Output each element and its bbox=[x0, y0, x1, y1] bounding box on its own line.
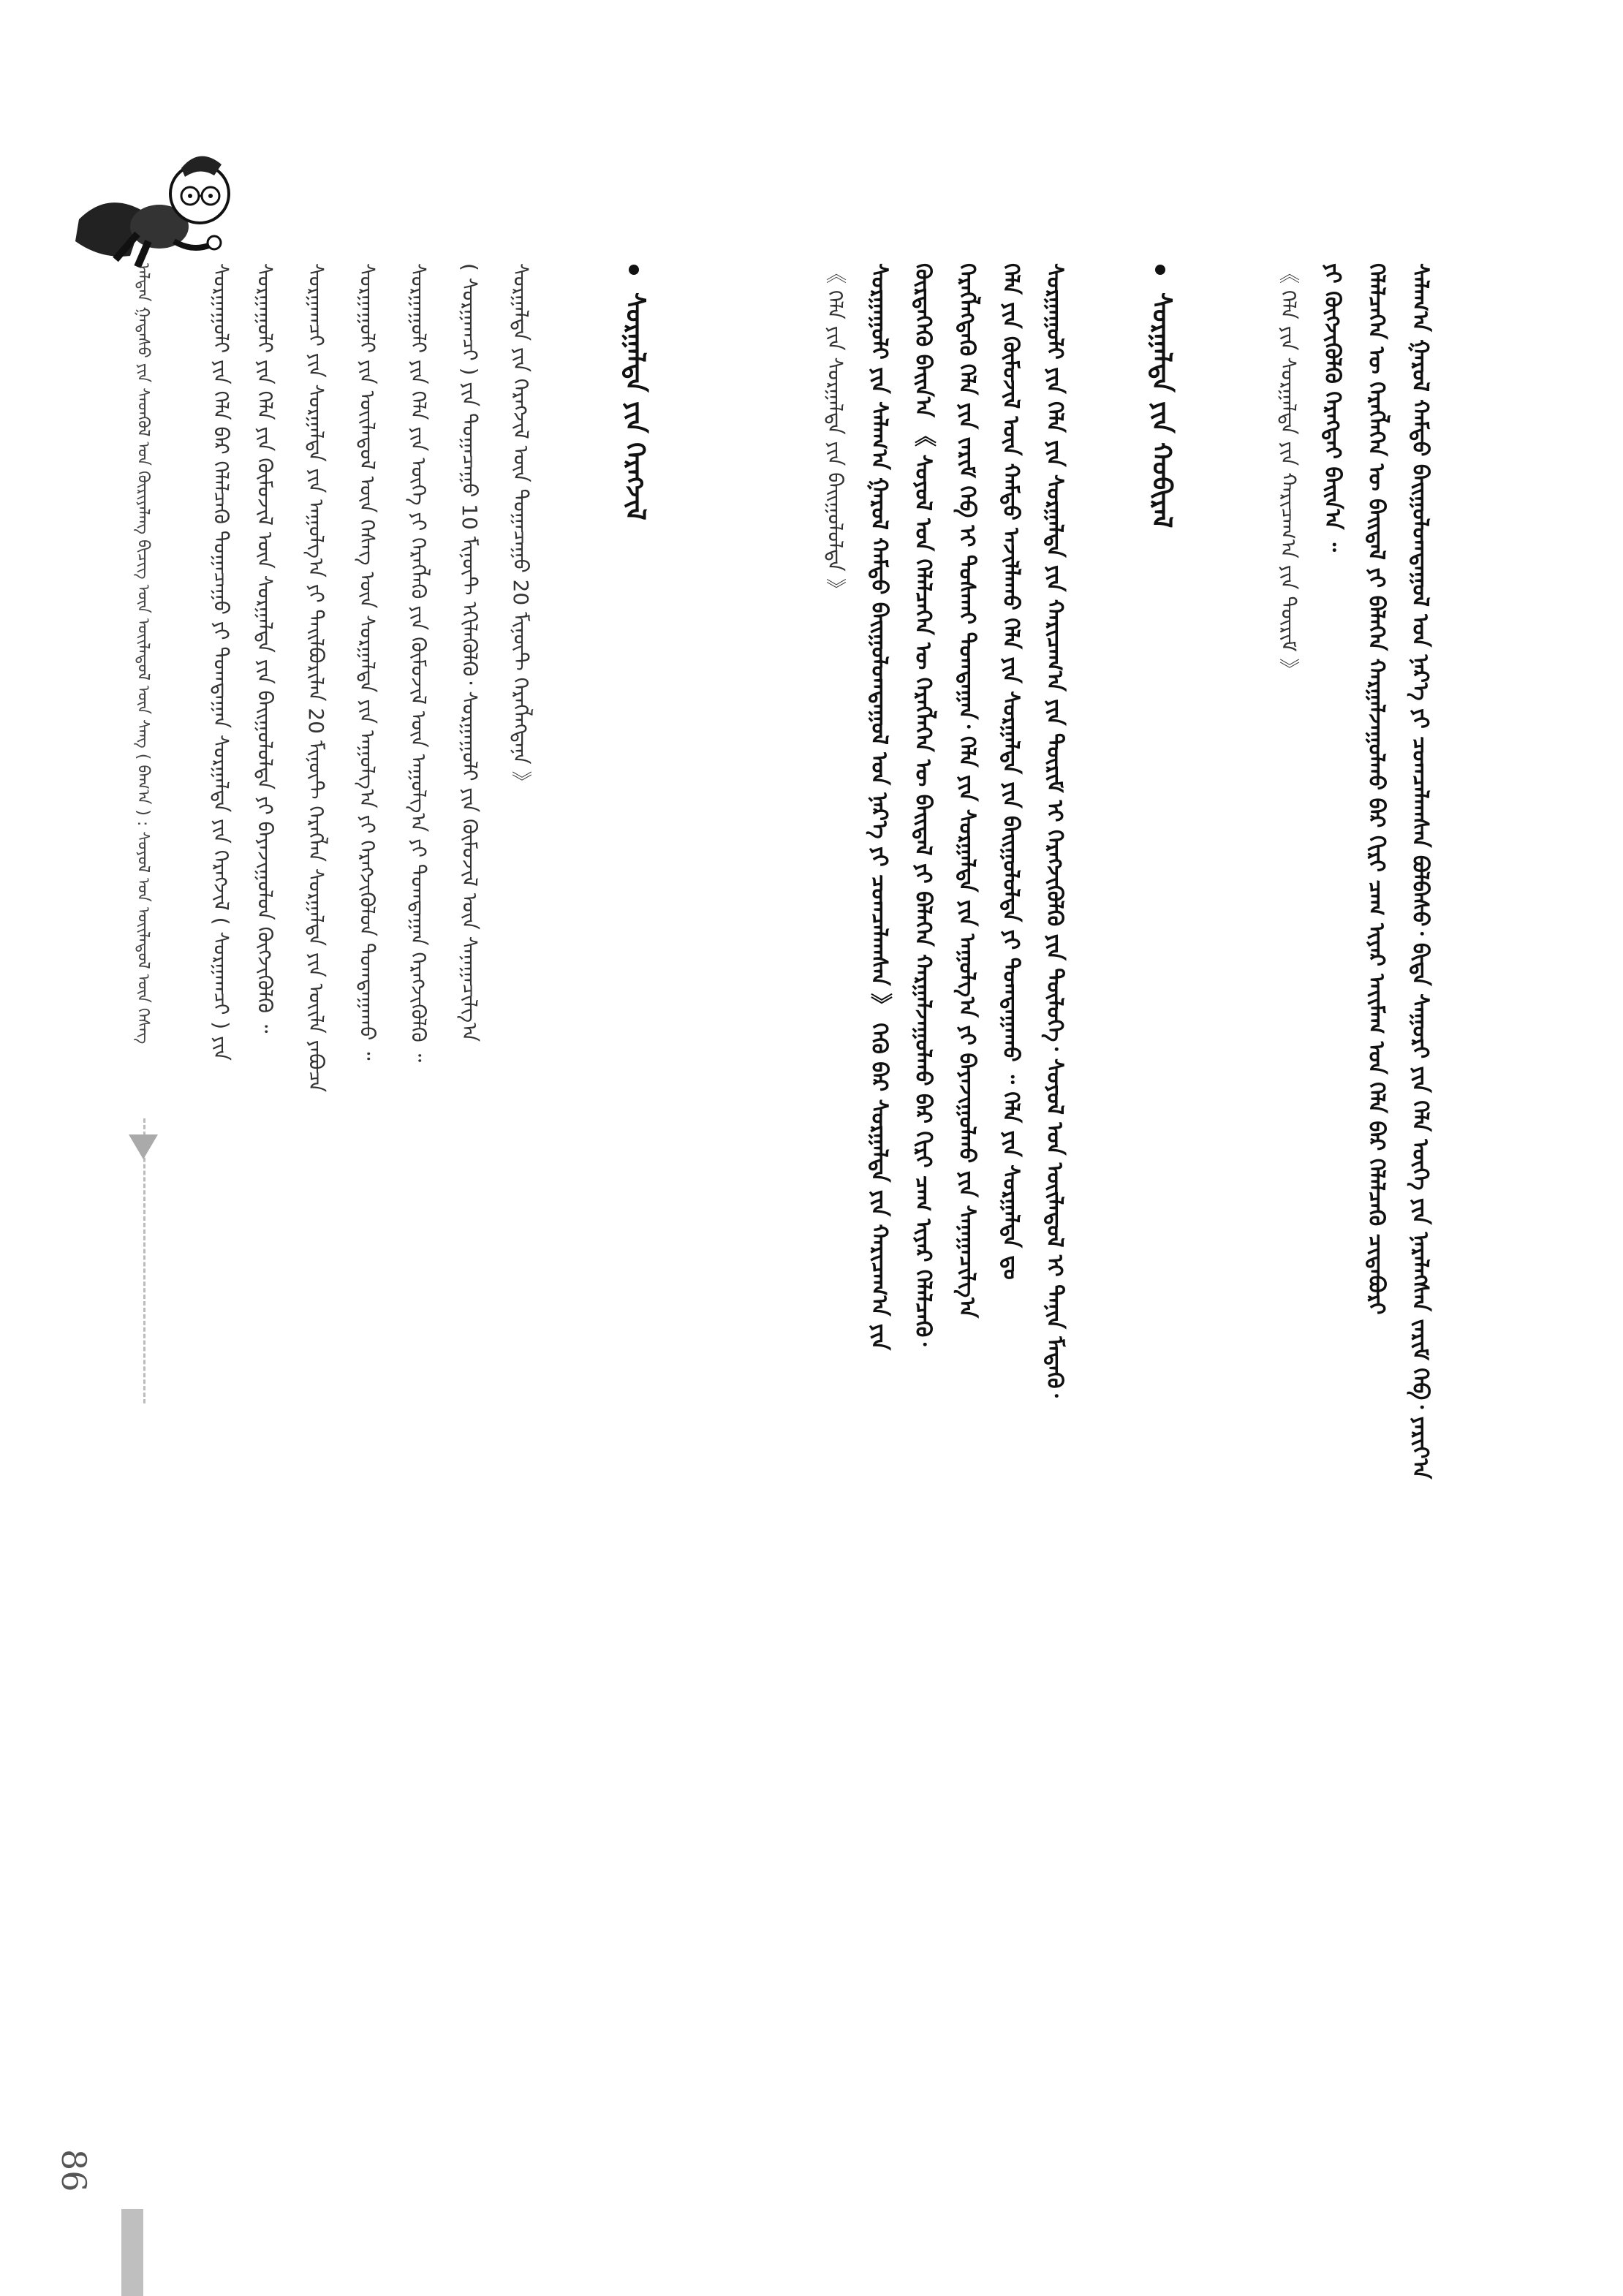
body-line: ᠰᠤᠷᠭᠠᠭᠤᠯᠢ ᠶᠢᠨ ᠦᠢᠯᠡᠳᠦᠯ ᠦᠨ ᠬᠡᠰᠡᠭ ᠦᠨ ᠰᠤᠷᠭᠠᠯᠲᠠ ᠶᠢᠨ ᠠᠭᠤᠯᠭ᠎ᠠ ᠶᠢ ᠬᠡᠷᠡᠭᠵᠢᠭᠦᠯᠦᠨ ᠲᠣᠭᠲᠠᠭᠠᠬᠤ ᠃ bbox=[355, 263, 379, 1061]
body-line: ᠬᠡᠯᠡ ᠶᠢᠨ ᠬᠦᠮᠦᠵᠢᠯ ᠦᠨ ᠬᠠᠮᠲᠤ ᠠᠵᠢᠯᠯᠠᠬᠤ ᠬᠡᠯᠡ ᠶᠢᠨ ᠰᠤᠷᠭᠠᠯᠲᠠ ᠶᠢᠨ ᠪᠠᠢᠭᠤᠯᠤᠯᠲᠠ ᠶᠢ ᠲᠣᠭᠲᠠᠭᠠᠬᠤ ᠃ ᠬᠡᠯᠡ ᠶᠢᠨ ᠰᠤᠷᠭᠠᠯᠲᠠ ᠳᠤ bbox=[998, 263, 1024, 1280]
section-heading: ᠰᠤᠷᠭᠠᠯᠲᠠ ᠶᠢᠨ ᠬᠡᠷᠡᠭᠵᠢᠯ bbox=[620, 292, 650, 520]
body-line: ᠬᠡᠷᠡᠭᠯᠡᠭᠳᠡᠬᠦ ᠬᠡᠯᠡ ᠶᠢᠨ ᠵᠠᠷᠢᠮ ᠬᠡᠪ ᠢ ᠲᠤᠰᠬᠠᠢ ᠲᠣᠭᠲᠠᠭᠠᠨ᠂ ᠬᠡᠯᠡ ᠶᠢᠨ ᠰᠤᠷᠭᠠᠯᠲᠠ ᠶᠢᠨ ᠠᠭᠤᠯᠭ᠎ᠠ ᠶᠢ ᠪᠠᠶᠠᠵᠢᠭᠤᠯᠬᠤ ᠶᠢᠨ ᠰᠠᠨᠠᠭᠠᠴᠢᠯᠭ᠎ᠠ bbox=[954, 263, 980, 1319]
running-header-text: ᠠᠯᠲᠠᠨ ᠭᠠᠳᠠᠰᠤ ᠶᠢᠨ ᠰᠡᠳᠬᠦᠯ ᠤᠨ ᠬᠦᠷᠢᠶᠡᠯᠡᠩ ᠪᠢᠴᠢᠭ ᠦᠨ ᠦᠢᠯᠡᠳᠦᠯ ᠦᠨ ᠰᠠᠩ ( ᠪᠠᠭ᠎ᠠ ) : ᠰᠣᠶᠣᠯ ᠤᠨ ᠦᠢᠯᠡᠳᠦᠯ ᠦᠨ ᠬᠡᠰᠡᠭ bbox=[134, 263, 152, 1045]
body-line: ᠰᠤᠷᠭᠠᠭᠤᠯᠢ ᠶᠢᠨ ᠬᠡᠯᠡ ᠶᠢᠨ ᠦᠭᠡ ᠶᠢ ᠬᠡᠷᠡᠭᠯᠡᠬᠦ ᠶᠢᠨ ᠬᠦᠮᠦᠵᠢᠯ ᠦᠨ ᠠᠭᠤᠯᠭ᠎ᠠ ᠶᠢ ᠲᠣᠭᠲᠠᠭᠠᠨ ᠬᠡᠷᠡᠭᠵᠢᠭᠦᠯᠬᠦ ᠃ bbox=[406, 263, 431, 1063]
bullet-icon bbox=[629, 265, 639, 275]
body-line: ᠶᠢ ᠬᠦᠭᠵᠢᠭᠦᠯᠬᠦ ᠬᠡᠷᠡᠭᠲᠡᠢ ᠪᠠᠢᠨ᠎ᠠ ᠃ bbox=[1320, 263, 1345, 552]
body-line: ᠰᠤᠷᠭᠠᠭᠴᠢ ᠶᠢᠨ ᠰᠤᠷᠭᠠᠯᠲᠠ ᠶᠢᠨ ᠠᠭᠤᠯᠭ᠎ᠠ ᠶᠢ ᠲᠠᠢᠯᠪᠤᠷᠢᠯᠠᠨ 20 ᠮᠢᠨᠦ᠋ᠲ ᠬᠡᠷᠡᠭᠯᠡᠨ ᠰᠤᠷᠭᠠᠯᠲᠠ ᠶᠢᠨ ᠦᠢᠯᠡ ᠶᠠᠪᠤᠴᠠ bbox=[304, 263, 328, 1093]
header-arrow-icon bbox=[129, 1134, 158, 1159]
body-line: ᠰᠠᠯᠠᠭ᠎ᠠ ᠭᠠᠷᠤᠯ ᠬᠠᠮᠲᠤ ᠪᠠᠢᠭᠤᠯᠤᠭᠳᠠᠭᠤᠯ ᠤᠨ ᠨᠡᠷ᠎ᠡ ᠶᠢ ᠴᠣᠭᠴᠠᠯᠠᠭᠰᠠᠨ ᠪᠣᠯᠪᠠᠰᠤ᠂ ᠪᠢᠳᠡ ᠰᠠᠭᠤᠷᠢ ᠶᠢᠨ ᠬᠡᠯᠡ ᠦᠭᠡ ᠶᠢᠨ ᠨᠡᠷᠡᠯᠡᠭᠰᠡᠨ ᠵᠠᠷᠢᠮ ᠬᠡᠪ᠂ ᠶᠠᠷᠢᠶ᠎ᠠ bbox=[1407, 263, 1433, 1479]
body-line: ᠬᠡᠯᠡᠯᠴᠡᠭᠡᠨ ᠦ ᠬᠡᠷᠡᠭᠯᠡᠭᠡᠨ ᠦ ᠪᠠᠢᠳᠠᠯ ᠶᠢ ᠪᠡᠯᠡᠭᠡᠨ ᠬᠠᠷᠭᠠᠯᠵᠠᠭᠤᠯᠬᠤ ᠪᠠᠷ ᠬᠢᠷᠢ ᠴᠠᠭ ᠢᠶᠠᠷ ᠠᠶ᠋ᠢᠮᠠᠭ ᠤᠨ ᠬᠡᠯᠡ ᠪᠡᠷ ᠬᠡᠯᠡᠯᠴᠡᠬᠦ ᠴᠢᠳᠠᠪᠤᠷᠢ bbox=[1363, 263, 1389, 1315]
body-line: ᠰᠤᠷᠭᠠᠭᠤᠯᠢ ᠶᠢᠨ ᠬᠡᠯᠡ ᠶᠢᠨ ᠰᠤᠷᠭᠠᠯᠲᠠ ᠶᠢᠨ ᠬᠠᠷᠢᠴᠠᠭ᠎ᠠ ᠶᠢᠨ ᠳᠦᠷᠢᠮ ᠢ ᠬᠡᠷᠡᠭᠵᠢᠭᠦᠯᠬᠦ ᠶᠢᠨ ᠲᠥᠯᠥᠭᠡ᠂ ᠰᠣᠶᠣᠯ ᠤᠨ ᠦᠢᠯᠡᠳᠦᠯ ᠢ ᠲᠠᠨᠢᠨ ᠮᠡᠳᠡᠬᠦ᠂ bbox=[1042, 263, 1067, 1398]
body-line: ᠰᠤᠷᠭᠠᠭᠤᠯᠢ ᠶᠢᠨ ᠬᠡᠯᠡ ᠪᠡᠷ ᠬᠡᠯᠡᠯᠴᠡᠬᠦ ᠲᠣᠭᠠᠴᠠᠭᠤ ᠶᠢ ᠲᠣᠭᠲᠠᠭᠠᠨ ᠰᠤᠷᠭᠠᠯᠲᠠ ᠶᠢᠨ ᠬᠡᠷᠡᠭᠵᠢᠯ ( ᠰᠤᠷᠭᠠᠭᠴᠢ ) ᠶᠢᠨ bbox=[209, 263, 233, 1061]
body-line: ᠰᠤᠷᠭᠠᠭᠤᠯᠢ ᠶᠢᠨ ᠬᠡᠯᠡ ᠶᠢᠨ ᠬᠦᠮᠦᠵᠢᠯ ᠦᠨ ᠰᠤᠷᠭᠠᠯᠲᠠ ᠶᠢᠨ ᠪᠠᠢᠭᠤᠯᠤᠯᠲᠠ ᠶᠢ ᠪᠠᠶᠠᠵᠢᠭᠤᠯᠤᠨ ᠬᠦᠭᠵᠢᠭᠦᠯᠬᠦ ᠃ bbox=[253, 263, 277, 1034]
section-quote: 《 ᠬᠡᠯᠡ ᠶᠢᠨ ᠰᠤᠷᠭᠠᠯᠲᠠ ᠶᠢᠨ ᠬᠠᠷᠢᠴᠠᠭ᠎ᠠ ᠶᠢᠨ ᠳᠦᠷᠢᠮ 》 bbox=[1276, 263, 1301, 679]
body-line: ( ᠰᠤᠷᠭᠠᠭᠴᠢ ) ᠶᠢᠨ ᠲᠣᠭᠠᠴᠠᠭᠤ 10 ᠮᠢᠨᠦ᠋ᠲ ᠡᠬᠢᠯᠡᠭᠦᠯᠬᠦ᠂ ᠰᠤᠷᠭᠠᠭᠤᠯᠢ ᠶᠢᠨ ᠬᠦᠮᠦᠵᠢᠯ ᠦᠨ ᠰᠠᠨᠠᠭᠠᠴᠢᠯᠭ᠎ᠠ bbox=[458, 263, 482, 1042]
header-dashed-rule bbox=[143, 1118, 145, 1403]
cartoon-mascot-icon bbox=[64, 132, 232, 270]
page-number: 86 bbox=[54, 2149, 94, 2192]
running-header bbox=[129, 263, 158, 1126]
bullet-icon bbox=[1155, 265, 1165, 275]
section-heading: ᠰᠤᠷᠭᠠᠯᠲᠠ ᠶᠢᠨ ᠬᠤᠪᠢᠷᠠᠯ bbox=[1146, 292, 1176, 528]
body-line: ᠰᠤᠷᠭᠠᠭᠤᠯᠢ ᠶᠢᠨ ᠰᠠᠯᠠᠭ᠎ᠠ ᠭᠠᠷᠤᠯ ᠬᠠᠮᠲᠤ ᠪᠠᠢᠭᠤᠯᠤᠭᠳᠠᠭᠤᠯ ᠤᠨ ᠨᠡᠷ᠎ᠡ ᠶᠢ ᠴᠣᠭᠴᠠᠯᠠᠭᠰᠠᠨ 》 ᠭᠡᠬᠦ ᠪᠡᠷ ᠰᠤᠷᠭᠠᠯᠲᠠ ᠶᠢᠨ ᠬᠠᠷᠢᠴᠠᠭ᠎ᠠ ᠶᠢᠨ bbox=[866, 263, 892, 1351]
body-line: ᠬᠦᠷᠲᠡᠭᠡᠬᠦ ᠪᠠᠢᠨ᠎ᠠ 《 ᠰᠣᠶᠣᠯ ᠤᠨ ᠬᠡᠯᠡᠯᠴᠡᠭᠡᠨ ᠦ ᠬᠡᠷᠡᠭᠯᠡᠭᠡᠨ ᠦ ᠪᠠᠢᠳᠠᠯ ᠶᠢ ᠪᠡᠯᠡᠭᠡᠨ ᠬᠠᠷᠭᠠᠯᠵᠠᠭᠤᠯᠬᠤ ᠪᠠᠷ ᠬᠢᠷᠢ ᠴᠠᠭ ᠢᠶᠠᠷ ᠬᠡᠯᠡᠯᠴᠡᠬᠦ᠂ bbox=[910, 263, 936, 1346]
page-edge-bar bbox=[121, 2209, 143, 2296]
body-line: ᠰᠤᠷᠭᠠᠯᠲᠠ ᠶᠢᠨ ᠬᠡᠷᠡᠭᠵᠢᠯ ᠦᠨ ᠲᠣᠭᠠᠴᠠᠭᠤ 20 ᠮᠢᠨᠦ᠋ᠲ ᠬᠡᠷᠡᠭᠯᠡᠭᠳᠡᠨᠡ 》 bbox=[509, 263, 533, 792]
section-quote: 《 ᠬᠡᠯᠡ ᠶᠢᠨ ᠰᠤᠷᠭᠠᠯᠲᠠ ᠶᠢᠨ ᠪᠠᠢᠭᠤᠯᠤᠯᠲᠠ 》 bbox=[823, 263, 847, 599]
